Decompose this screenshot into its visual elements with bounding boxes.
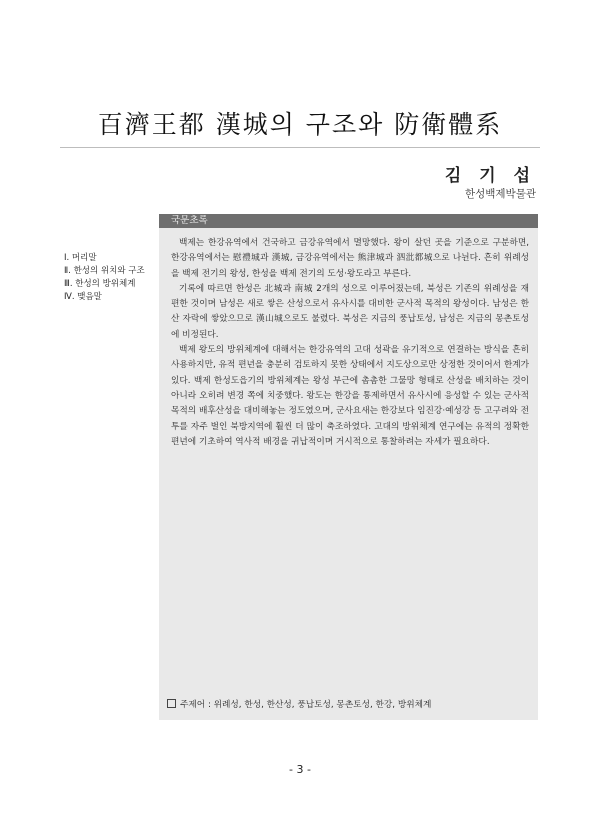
toc-item: Ⅱ. 한성의 위치와 구조 <box>64 266 145 276</box>
toc-item: Ⅲ. 한성의 방위체계 <box>64 279 136 289</box>
abstract-paragraph: 기록에 따르면 한성은 北城과 南城 2개의 성으로 이루어졌는데, 북성은 기존의 위례성을 재편한 것이며 남성은 새로 쌓은 산성으로서 유사시를 대비한 군사적 목적의 왕성이다. 남성은 한산 자락에 쌓았으므로 漢山城으로도 불렸다. 북성은 지금의 풍납토성, 남성은 지금의 몽촌토성에 비정된다. <box>171 283 529 340</box>
abstract-paragraph: 백제 왕도의 방위체계에 대해서는 한강유역의 고대 성곽을 유기적으로 연결하는 방식을 흔히 사용하지만, 유적 편년을 충분히 검토하지 못한 상태에서 지도상으로만 상정한 것이어서 한계가 있다. 백제 한성도읍기의 방위체계는 왕성 부근에 촘촘한 그물망 형태로 산성을 배치하는 것이 아니라 오히려 변경 쪽에 치중했다. 왕도는 한강을 통제하면서 유사시에 응성할 수 있는 군사적 목적의 배후산성을 대비해놓는 정도였으며, 군사요새는 한강보다 임진강·예성강 등 고구려와 전투를 자주 벌인 북방지역에 훨씬 더 많이 축조하였다. 고대의 방위체계 연구에는 유적의 정확한 편년에 기초하여 역사적 배경을 귀납적이며 거시적으로 통찰하려는 자세가 필요하다. <box>171 345 529 447</box>
toc-item: Ⅳ. 맺음말 <box>64 292 102 302</box>
abstract-body <box>171 236 529 450</box>
page-number: - 3 - <box>289 763 311 776</box>
table-of-contents <box>64 252 164 304</box>
abstract-heading-bar <box>159 214 538 228</box>
abstract-heading: 국문초록 <box>171 215 208 226</box>
paper-title: 百濟王都 漢城의 구조와 防衛體系 <box>97 110 503 139</box>
abstract-paragraph: 백제는 한강유역에서 건국하고 금강유역에서 멸망했다. 왕이 살던 곳을 기준으로 구분하면, 한강유역에서는 慰禮城과 漢城, 금강유역에서는 熊津城과 泗沘都城으로 나뉜다. 흔히 위례성을 백제 전기의 왕성, 한성을 백제 전기의 도성·왕도라고 부른다. <box>171 238 529 279</box>
author-affiliation: 한성백제박물관 <box>464 188 536 200</box>
keywords-text: 주제어 : 위례성, 한성, 한산성, 풍납토성, 몽촌토성, 한강, 방위체계 <box>180 700 432 710</box>
keywords-line <box>167 698 531 710</box>
title-divider <box>60 147 540 148</box>
checkbox-square-icon <box>167 699 176 708</box>
author-name: 김 기 섭 <box>444 166 536 186</box>
abstract-box <box>159 214 538 720</box>
toc-item: Ⅰ. 머리말 <box>64 253 97 263</box>
